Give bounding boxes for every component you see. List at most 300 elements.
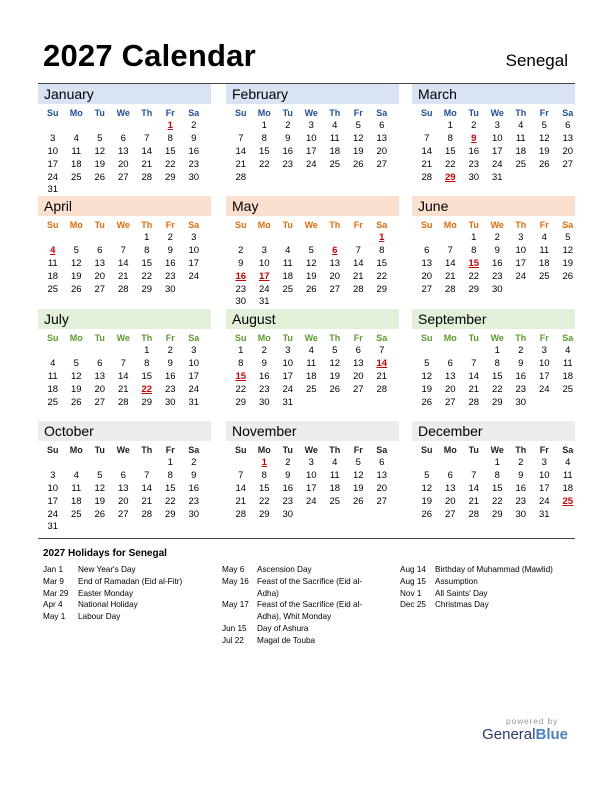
day-cell[interactable]: 9	[261, 357, 267, 369]
day-cell[interactable]: 15	[491, 482, 503, 494]
day-cell[interactable]: 17	[538, 370, 550, 382]
day-cell[interactable]: 11	[515, 132, 526, 144]
day-cell[interactable]: 31	[47, 521, 59, 533]
holiday-day-cell[interactable]: 25	[562, 495, 574, 507]
day-cell[interactable]: 31	[258, 296, 270, 308]
day-cell[interactable]: 24	[188, 270, 200, 282]
day-cell[interactable]: 20	[94, 270, 106, 282]
day-cell[interactable]: 14	[141, 145, 153, 157]
day-cell[interactable]: 25	[515, 158, 527, 170]
day-cell[interactable]: 4	[565, 345, 571, 356]
day-cell[interactable]: 13	[117, 482, 129, 494]
day-cell[interactable]: 26	[352, 495, 364, 507]
day-cell[interactable]: 23	[164, 383, 176, 395]
day-cell[interactable]: 12	[352, 132, 364, 144]
day-cell[interactable]: 24	[538, 495, 550, 507]
day-cell[interactable]: 29	[376, 283, 388, 295]
day-cell[interactable]: 11	[47, 257, 58, 269]
day-cell[interactable]: 16	[188, 482, 200, 494]
day-cell[interactable]: 30	[188, 171, 200, 183]
day-cell[interactable]: 10	[538, 357, 550, 369]
day-cell[interactable]: 17	[491, 145, 503, 157]
day-cell[interactable]: 24	[305, 158, 317, 170]
day-cell[interactable]: 17	[515, 257, 527, 269]
day-cell[interactable]: 3	[308, 457, 314, 468]
day-cell[interactable]: 8	[494, 469, 500, 481]
day-cell[interactable]: 13	[94, 370, 106, 382]
day-cell[interactable]: 11	[562, 469, 573, 481]
day-cell[interactable]: 27	[562, 158, 574, 170]
day-cell[interactable]: 9	[238, 257, 244, 269]
day-cell[interactable]: 29	[258, 508, 270, 520]
day-cell[interactable]: 21	[141, 495, 153, 507]
holiday-day-cell[interactable]: 4	[50, 244, 56, 256]
day-cell[interactable]: 12	[305, 257, 317, 269]
day-cell[interactable]: 22	[258, 495, 270, 507]
day-cell[interactable]: 26	[562, 270, 574, 282]
holiday-day-cell[interactable]: 14	[376, 357, 388, 369]
day-cell[interactable]: 6	[379, 457, 385, 468]
day-cell[interactable]: 6	[565, 120, 571, 131]
day-cell[interactable]: 11	[47, 370, 58, 382]
day-cell[interactable]: 18	[562, 370, 574, 382]
day-cell[interactable]: 22	[235, 383, 247, 395]
day-cell[interactable]: 11	[282, 257, 293, 269]
day-cell[interactable]: 18	[47, 270, 59, 282]
day-cell[interactable]: 7	[120, 244, 126, 256]
day-cell[interactable]: 17	[282, 370, 294, 382]
day-cell[interactable]: 3	[50, 469, 56, 481]
day-cell[interactable]: 5	[565, 232, 571, 243]
day-cell[interactable]: 25	[47, 396, 59, 408]
day-cell[interactable]: 29	[468, 283, 480, 295]
day-cell[interactable]: 29	[491, 396, 503, 408]
day-cell[interactable]: 9	[191, 469, 197, 481]
day-cell[interactable]: 30	[164, 396, 176, 408]
day-cell[interactable]: 19	[421, 383, 433, 395]
day-cell[interactable]: 19	[94, 495, 106, 507]
day-cell[interactable]: 13	[329, 257, 341, 269]
day-cell[interactable]: 22	[491, 495, 503, 507]
day-cell[interactable]: 27	[352, 383, 364, 395]
day-cell[interactable]: 12	[562, 244, 574, 256]
day-cell[interactable]: 8	[167, 132, 173, 144]
day-cell[interactable]: 30	[282, 508, 294, 520]
day-cell[interactable]: 11	[329, 469, 340, 481]
day-cell[interactable]: 2	[167, 232, 173, 243]
day-cell[interactable]: 16	[515, 370, 527, 382]
day-cell[interactable]: 14	[141, 482, 153, 494]
day-cell[interactable]: 3	[518, 232, 524, 243]
day-cell[interactable]: 2	[167, 345, 173, 356]
day-cell[interactable]: 3	[494, 120, 500, 131]
day-cell[interactable]: 1	[238, 345, 244, 356]
day-cell[interactable]: 21	[141, 158, 153, 170]
day-cell[interactable]: 4	[332, 457, 338, 468]
day-cell[interactable]: 24	[258, 283, 270, 295]
day-cell[interactable]: 3	[191, 345, 197, 356]
day-cell[interactable]: 23	[282, 158, 294, 170]
day-cell[interactable]: 20	[421, 270, 433, 282]
day-cell[interactable]: 8	[494, 357, 500, 369]
holiday-day-cell[interactable]: 16	[235, 270, 247, 282]
day-cell[interactable]: 20	[329, 270, 341, 282]
day-cell[interactable]: 22	[164, 158, 176, 170]
day-cell[interactable]: 19	[70, 270, 82, 282]
day-cell[interactable]: 6	[355, 345, 361, 356]
day-cell[interactable]: 5	[97, 132, 103, 144]
day-cell[interactable]: 20	[444, 383, 456, 395]
day-cell[interactable]: 31	[188, 396, 200, 408]
day-cell[interactable]: 3	[541, 345, 547, 356]
day-cell[interactable]: 23	[164, 270, 176, 282]
day-cell[interactable]: 28	[376, 383, 388, 395]
day-cell[interactable]: 26	[421, 396, 433, 408]
day-cell[interactable]: 21	[235, 495, 247, 507]
day-cell[interactable]: 20	[376, 145, 388, 157]
day-cell[interactable]: 5	[97, 469, 103, 481]
day-cell[interactable]: 21	[444, 270, 456, 282]
day-cell[interactable]: 29	[141, 396, 153, 408]
day-cell[interactable]: 27	[376, 495, 388, 507]
holiday-day-cell[interactable]: 15	[468, 257, 480, 269]
day-cell[interactable]: 16	[468, 145, 480, 157]
day-cell[interactable]: 23	[258, 383, 270, 395]
day-cell[interactable]: 12	[70, 370, 82, 382]
day-cell[interactable]: 6	[120, 469, 126, 481]
day-cell[interactable]: 15	[164, 482, 176, 494]
day-cell[interactable]: 21	[117, 383, 129, 395]
day-cell[interactable]: 22	[376, 270, 388, 282]
day-cell[interactable]: 18	[515, 145, 527, 157]
day-cell[interactable]: 30	[491, 283, 503, 295]
day-cell[interactable]: 22	[258, 158, 270, 170]
day-cell[interactable]: 20	[94, 383, 106, 395]
day-cell[interactable]: 5	[541, 120, 547, 131]
day-cell[interactable]: 13	[376, 132, 388, 144]
day-cell[interactable]: 21	[117, 270, 129, 282]
day-cell[interactable]: 31	[538, 508, 550, 520]
day-cell[interactable]: 17	[305, 482, 317, 494]
day-cell[interactable]: 4	[50, 357, 56, 369]
day-cell[interactable]: 10	[305, 132, 317, 144]
day-cell[interactable]: 29	[235, 396, 247, 408]
day-cell[interactable]: 15	[491, 370, 503, 382]
day-cell[interactable]: 25	[562, 383, 574, 395]
day-cell[interactable]: 11	[562, 357, 573, 369]
day-cell[interactable]: 23	[235, 283, 247, 295]
day-cell[interactable]: 19	[538, 145, 550, 157]
day-cell[interactable]: 7	[424, 132, 430, 144]
day-cell[interactable]: 7	[144, 469, 150, 481]
day-cell[interactable]: 27	[421, 283, 433, 295]
day-cell[interactable]: 9	[518, 357, 524, 369]
day-cell[interactable]: 1	[447, 120, 453, 131]
day-cell[interactable]: 16	[188, 145, 200, 157]
day-cell[interactable]: 22	[141, 270, 153, 282]
day-cell[interactable]: 6	[97, 244, 103, 256]
day-cell[interactable]: 19	[329, 370, 341, 382]
holiday-day-cell[interactable]: 29	[444, 171, 456, 183]
day-cell[interactable]: 2	[518, 457, 524, 468]
day-cell[interactable]: 26	[70, 283, 82, 295]
day-cell[interactable]: 29	[164, 508, 176, 520]
day-cell[interactable]: 13	[376, 469, 388, 481]
day-cell[interactable]: 16	[282, 482, 294, 494]
day-cell[interactable]: 13	[444, 482, 456, 494]
day-cell[interactable]: 5	[424, 469, 430, 481]
day-cell[interactable]: 10	[188, 357, 200, 369]
day-cell[interactable]: 28	[141, 171, 153, 183]
day-cell[interactable]: 2	[191, 120, 197, 131]
day-cell[interactable]: 24	[491, 158, 503, 170]
day-cell[interactable]: 30	[258, 396, 270, 408]
day-cell[interactable]: 14	[468, 482, 480, 494]
day-cell[interactable]: 8	[238, 357, 244, 369]
day-cell[interactable]: 27	[444, 396, 456, 408]
day-cell[interactable]: 7	[379, 345, 385, 356]
day-cell[interactable]: 18	[538, 257, 550, 269]
day-cell[interactable]: 14	[444, 257, 456, 269]
day-cell[interactable]: 6	[447, 469, 453, 481]
day-cell[interactable]: 4	[308, 345, 314, 356]
day-cell[interactable]: 7	[238, 469, 244, 481]
day-cell[interactable]: 12	[94, 145, 106, 157]
day-cell[interactable]: 2	[518, 345, 524, 356]
day-cell[interactable]: 25	[538, 270, 550, 282]
day-cell[interactable]: 31	[47, 184, 59, 196]
day-cell[interactable]: 19	[94, 158, 106, 170]
day-cell[interactable]: 14	[352, 257, 364, 269]
day-cell[interactable]: 14	[421, 145, 433, 157]
day-cell[interactable]: 26	[421, 508, 433, 520]
day-cell[interactable]: 26	[305, 283, 317, 295]
day-cell[interactable]: 3	[191, 232, 197, 243]
day-cell[interactable]: 5	[355, 120, 361, 131]
day-cell[interactable]: 18	[305, 370, 317, 382]
day-cell[interactable]: 31	[491, 171, 503, 183]
day-cell[interactable]: 1	[471, 232, 477, 243]
day-cell[interactable]: 25	[329, 158, 341, 170]
day-cell[interactable]: 27	[94, 283, 106, 295]
day-cell[interactable]: 2	[238, 244, 244, 256]
day-cell[interactable]: 16	[258, 370, 270, 382]
day-cell[interactable]: 15	[258, 482, 270, 494]
day-cell[interactable]: 2	[494, 232, 500, 243]
day-cell[interactable]: 18	[329, 482, 341, 494]
day-cell[interactable]: 11	[539, 244, 550, 256]
day-cell[interactable]: 9	[285, 469, 291, 481]
day-cell[interactable]: 7	[471, 357, 477, 369]
day-cell[interactable]: 20	[444, 495, 456, 507]
day-cell[interactable]: 8	[261, 469, 267, 481]
day-cell[interactable]: 13	[94, 257, 106, 269]
holiday-day-cell[interactable]: 17	[258, 270, 270, 282]
day-cell[interactable]: 26	[94, 171, 106, 183]
brand-logo[interactable]	[482, 726, 568, 743]
day-cell[interactable]: 4	[73, 132, 79, 144]
day-cell[interactable]: 26	[352, 158, 364, 170]
day-cell[interactable]: 12	[329, 357, 341, 369]
day-cell[interactable]: 22	[444, 158, 456, 170]
day-cell[interactable]: 23	[515, 495, 527, 507]
day-cell[interactable]: 31	[282, 396, 294, 408]
day-cell[interactable]: 22	[468, 270, 480, 282]
day-cell[interactable]: 30	[515, 508, 527, 520]
day-cell[interactable]: 5	[355, 457, 361, 468]
day-cell[interactable]: 18	[70, 495, 82, 507]
holiday-day-cell[interactable]: 6	[332, 244, 338, 256]
day-cell[interactable]: 7	[447, 244, 453, 256]
day-cell[interactable]: 2	[285, 120, 291, 131]
day-cell[interactable]: 5	[73, 244, 79, 256]
holiday-day-cell[interactable]: 9	[471, 132, 477, 144]
day-cell[interactable]: 1	[494, 457, 500, 468]
day-cell[interactable]: 19	[305, 270, 317, 282]
day-cell[interactable]: 29	[141, 283, 153, 295]
day-cell[interactable]: 18	[562, 482, 574, 494]
day-cell[interactable]: 13	[562, 132, 574, 144]
day-cell[interactable]: 7	[144, 132, 150, 144]
day-cell[interactable]: 13	[117, 145, 129, 157]
day-cell[interactable]: 10	[188, 244, 200, 256]
day-cell[interactable]: 29	[164, 171, 176, 183]
day-cell[interactable]: 8	[447, 132, 453, 144]
day-cell[interactable]: 16	[515, 482, 527, 494]
holiday-day-cell[interactable]: 22	[141, 383, 153, 395]
day-cell[interactable]: 27	[117, 171, 129, 183]
day-cell[interactable]: 28	[421, 171, 433, 183]
day-cell[interactable]: 24	[47, 508, 59, 520]
day-cell[interactable]: 10	[305, 469, 317, 481]
day-cell[interactable]: 20	[117, 495, 129, 507]
day-cell[interactable]: 20	[117, 158, 129, 170]
day-cell[interactable]: 26	[329, 383, 341, 395]
day-cell[interactable]: 4	[565, 457, 571, 468]
day-cell[interactable]: 7	[238, 132, 244, 144]
day-cell[interactable]: 27	[117, 508, 129, 520]
day-cell[interactable]: 27	[376, 158, 388, 170]
day-cell[interactable]: 19	[352, 482, 364, 494]
day-cell[interactable]: 28	[141, 508, 153, 520]
day-cell[interactable]: 27	[94, 396, 106, 408]
day-cell[interactable]: 8	[144, 357, 150, 369]
day-cell[interactable]: 30	[188, 508, 200, 520]
day-cell[interactable]: 2	[471, 120, 477, 131]
day-cell[interactable]: 15	[376, 257, 388, 269]
day-cell[interactable]: 20	[562, 145, 574, 157]
day-cell[interactable]: 4	[541, 232, 547, 243]
day-cell[interactable]: 2	[261, 345, 267, 356]
day-cell[interactable]: 22	[164, 495, 176, 507]
day-cell[interactable]: 5	[73, 357, 79, 369]
day-cell[interactable]: 13	[421, 257, 433, 269]
day-cell[interactable]: 3	[50, 132, 56, 144]
day-cell[interactable]: 12	[421, 370, 433, 382]
day-cell[interactable]: 28	[468, 396, 480, 408]
day-cell[interactable]: 21	[468, 495, 480, 507]
day-cell[interactable]: 15	[141, 370, 153, 382]
day-cell[interactable]: 23	[188, 158, 200, 170]
day-cell[interactable]: 5	[424, 357, 430, 369]
day-cell[interactable]: 4	[518, 120, 524, 131]
day-cell[interactable]: 28	[117, 283, 129, 295]
day-cell[interactable]: 7	[355, 244, 361, 256]
day-cell[interactable]: 20	[376, 482, 388, 494]
day-cell[interactable]: 7	[471, 469, 477, 481]
day-cell[interactable]: 30	[235, 296, 247, 308]
day-cell[interactable]: 10	[515, 244, 527, 256]
day-cell[interactable]: 12	[70, 257, 82, 269]
day-cell[interactable]: 14	[117, 257, 129, 269]
day-cell[interactable]: 8	[144, 244, 150, 256]
day-cell[interactable]: 9	[167, 357, 173, 369]
day-cell[interactable]: 1	[494, 345, 500, 356]
day-cell[interactable]: 23	[491, 270, 503, 282]
day-cell[interactable]: 23	[468, 158, 480, 170]
day-cell[interactable]: 25	[282, 283, 294, 295]
day-cell[interactable]: 1	[144, 232, 150, 243]
day-cell[interactable]: 9	[518, 469, 524, 481]
day-cell[interactable]: 5	[308, 244, 314, 256]
day-cell[interactable]: 3	[541, 457, 547, 468]
day-cell[interactable]: 25	[305, 383, 317, 395]
day-cell[interactable]: 7	[120, 357, 126, 369]
day-cell[interactable]: 11	[71, 145, 82, 157]
day-cell[interactable]: 26	[538, 158, 550, 170]
day-cell[interactable]: 15	[444, 145, 456, 157]
day-cell[interactable]: 21	[352, 270, 364, 282]
day-cell[interactable]: 23	[282, 495, 294, 507]
day-cell[interactable]: 3	[285, 345, 291, 356]
day-cell[interactable]: 23	[188, 495, 200, 507]
day-cell[interactable]: 17	[538, 482, 550, 494]
day-cell[interactable]: 4	[332, 120, 338, 131]
day-cell[interactable]: 15	[258, 145, 270, 157]
day-cell[interactable]: 24	[282, 383, 294, 395]
day-cell[interactable]: 15	[141, 257, 153, 269]
day-cell[interactable]: 8	[471, 244, 477, 256]
day-cell[interactable]: 28	[235, 508, 247, 520]
day-cell[interactable]: 12	[538, 132, 550, 144]
day-cell[interactable]: 15	[164, 145, 176, 157]
day-cell[interactable]: 19	[421, 495, 433, 507]
day-cell[interactable]: 19	[352, 145, 364, 157]
day-cell[interactable]: 17	[47, 495, 59, 507]
day-cell[interactable]: 21	[468, 383, 480, 395]
day-cell[interactable]: 18	[282, 270, 294, 282]
day-cell[interactable]: 24	[188, 383, 200, 395]
day-cell[interactable]: 14	[235, 145, 247, 157]
day-cell[interactable]: 16	[491, 257, 503, 269]
day-cell[interactable]: 12	[94, 482, 106, 494]
day-cell[interactable]: 17	[47, 158, 59, 170]
day-cell[interactable]: 10	[258, 257, 270, 269]
day-cell[interactable]: 4	[285, 244, 291, 256]
day-cell[interactable]: 13	[444, 370, 456, 382]
day-cell[interactable]: 23	[515, 383, 527, 395]
day-cell[interactable]: 9	[494, 244, 500, 256]
day-cell[interactable]: 17	[305, 145, 317, 157]
day-cell[interactable]: 8	[167, 469, 173, 481]
day-cell[interactable]: 26	[70, 396, 82, 408]
day-cell[interactable]: 28	[468, 508, 480, 520]
day-cell[interactable]: 2	[191, 457, 197, 468]
day-cell[interactable]: 6	[120, 132, 126, 144]
day-cell[interactable]: 22	[491, 383, 503, 395]
day-cell[interactable]: 24	[538, 383, 550, 395]
day-cell[interactable]: 28	[117, 396, 129, 408]
